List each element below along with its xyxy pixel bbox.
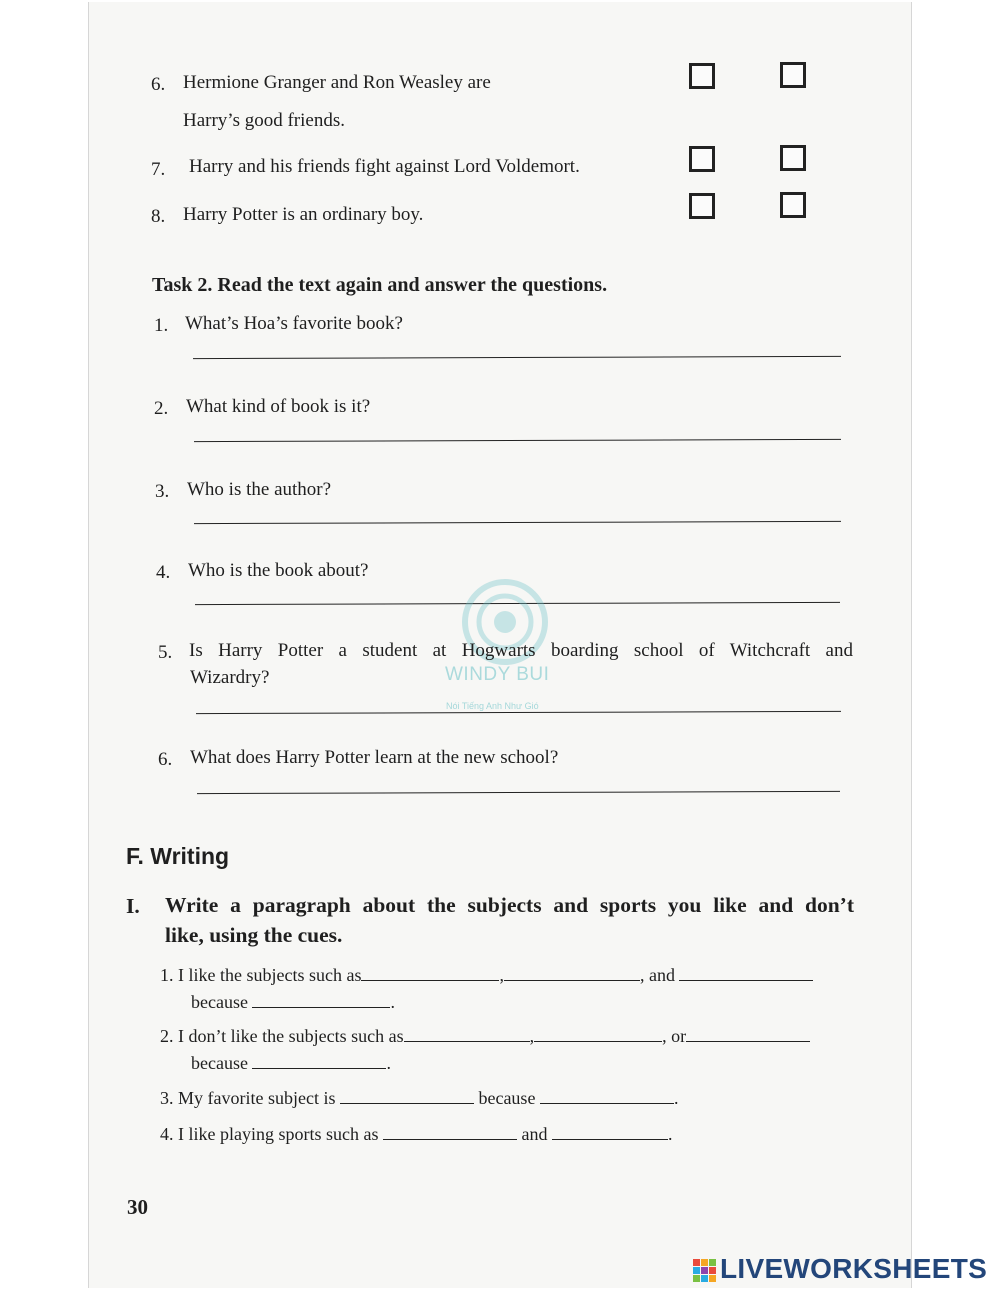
blank-2b[interactable]	[534, 1027, 662, 1042]
true-checkbox-6[interactable]	[689, 63, 715, 89]
writing-item-2-because-line	[191, 1053, 391, 1074]
comma: ,	[529, 1026, 535, 1046]
blank-4a[interactable]	[383, 1125, 517, 1140]
question-5-number: 5.	[158, 642, 173, 663]
liveworksheets-logo-icon	[693, 1259, 717, 1283]
because-word: because	[191, 992, 248, 1012]
because-word: because	[478, 1088, 536, 1108]
writing-item-4-number: 4.	[160, 1124, 174, 1144]
question-5-text: Is Harry Potter a student at Hogwarts boarding school of Witchcraft and	[189, 640, 853, 661]
true-checkbox-7[interactable]	[689, 146, 715, 172]
question-5-text-line2: Wizardry?	[190, 667, 270, 688]
question-4-text: Who is the book about?	[188, 560, 369, 581]
task2-title: Task 2. Read the text again and answer the questions.	[152, 274, 608, 296]
blank-1a[interactable]	[361, 966, 499, 981]
question-3-number: 3.	[155, 481, 170, 502]
tf-item-7-number: 7.	[151, 159, 166, 180]
blank-3a[interactable]	[340, 1089, 474, 1104]
question-4-number: 4.	[156, 562, 171, 583]
question-1-text: What’s Hoa’s favorite book?	[185, 313, 403, 334]
writing-item-3	[160, 1088, 678, 1109]
writing-item-3-prompt: My favorite subject is	[178, 1088, 336, 1108]
blank-2d[interactable]	[252, 1054, 386, 1069]
or-word: , or	[662, 1026, 687, 1046]
writing-item-4	[160, 1124, 672, 1145]
writing-task-line1: Write a paragraph about the subjects and sports you like and don’t	[165, 893, 854, 917]
blank-2a[interactable]	[404, 1027, 530, 1042]
question-6-text: What does Harry Potter learn at the new school?	[190, 747, 559, 768]
false-checkbox-8[interactable]	[780, 192, 806, 218]
and-word: , and	[639, 965, 675, 985]
writing-item-1-prompt: I like the subjects such as	[178, 965, 362, 985]
bleed-through-text	[570, 420, 574, 440]
writing-task-line2: like, using the cues.	[165, 923, 343, 947]
blank-4b[interactable]	[552, 1125, 668, 1140]
question-3-text: Who is the author?	[187, 479, 332, 500]
blank-1b[interactable]	[504, 966, 640, 981]
page-number: 30	[127, 1195, 148, 1219]
writing-item-2-prompt: I don’t like the subjects such as	[178, 1026, 404, 1046]
section-title: F. Writing	[126, 843, 230, 869]
question-6-number: 6.	[158, 749, 173, 770]
blank-1c[interactable]	[679, 966, 813, 981]
comma: ,	[499, 965, 504, 985]
question-2-text: What kind of book is it?	[186, 396, 371, 417]
watermark-name: WINDY BUI	[445, 664, 550, 685]
tf-item-6-line2: Harry’s good friends.	[183, 110, 345, 131]
writing-item-4-prompt: I like playing sports such as	[178, 1124, 379, 1144]
writing-item-1	[160, 965, 813, 986]
question-2-number: 2.	[154, 398, 169, 419]
writing-item-2-number: 2.	[160, 1026, 174, 1046]
true-checkbox-8[interactable]	[689, 193, 715, 219]
period: .	[390, 992, 395, 1012]
false-checkbox-7[interactable]	[780, 145, 806, 171]
question-1-number: 1.	[154, 315, 169, 336]
blank-2c[interactable]	[686, 1027, 810, 1042]
tf-item-8-number: 8.	[151, 206, 166, 227]
liveworksheets-brand[interactable]: LIVEWORKSHEETS	[720, 1253, 988, 1284]
period: .	[673, 1088, 679, 1108]
blank-3b[interactable]	[540, 1089, 674, 1104]
watermark-tagline: Nói Tiếng Anh Như Gió	[446, 701, 539, 711]
because-word: because	[191, 1053, 248, 1073]
writing-item-2	[160, 1026, 810, 1047]
false-checkbox-6[interactable]	[780, 62, 806, 88]
writing-item-1-because-line	[191, 992, 395, 1013]
blank-1d[interactable]	[252, 993, 390, 1008]
period: .	[667, 1124, 673, 1144]
tf-item-8-text: Harry Potter is an ordinary boy.	[183, 204, 424, 225]
writing-task-number: I.	[126, 894, 140, 918]
writing-item-1-number: 1.	[160, 965, 174, 985]
tf-item-6-line1: Hermione Granger and Ron Weasley are	[183, 72, 491, 93]
and-word: and	[521, 1124, 548, 1144]
tf-item-6-number: 6.	[151, 74, 166, 95]
writing-item-3-number: 3.	[160, 1088, 174, 1108]
tf-item-7-text: Harry and his friends fight against Lord Voldemort.	[189, 156, 580, 177]
period: .	[386, 1053, 391, 1073]
